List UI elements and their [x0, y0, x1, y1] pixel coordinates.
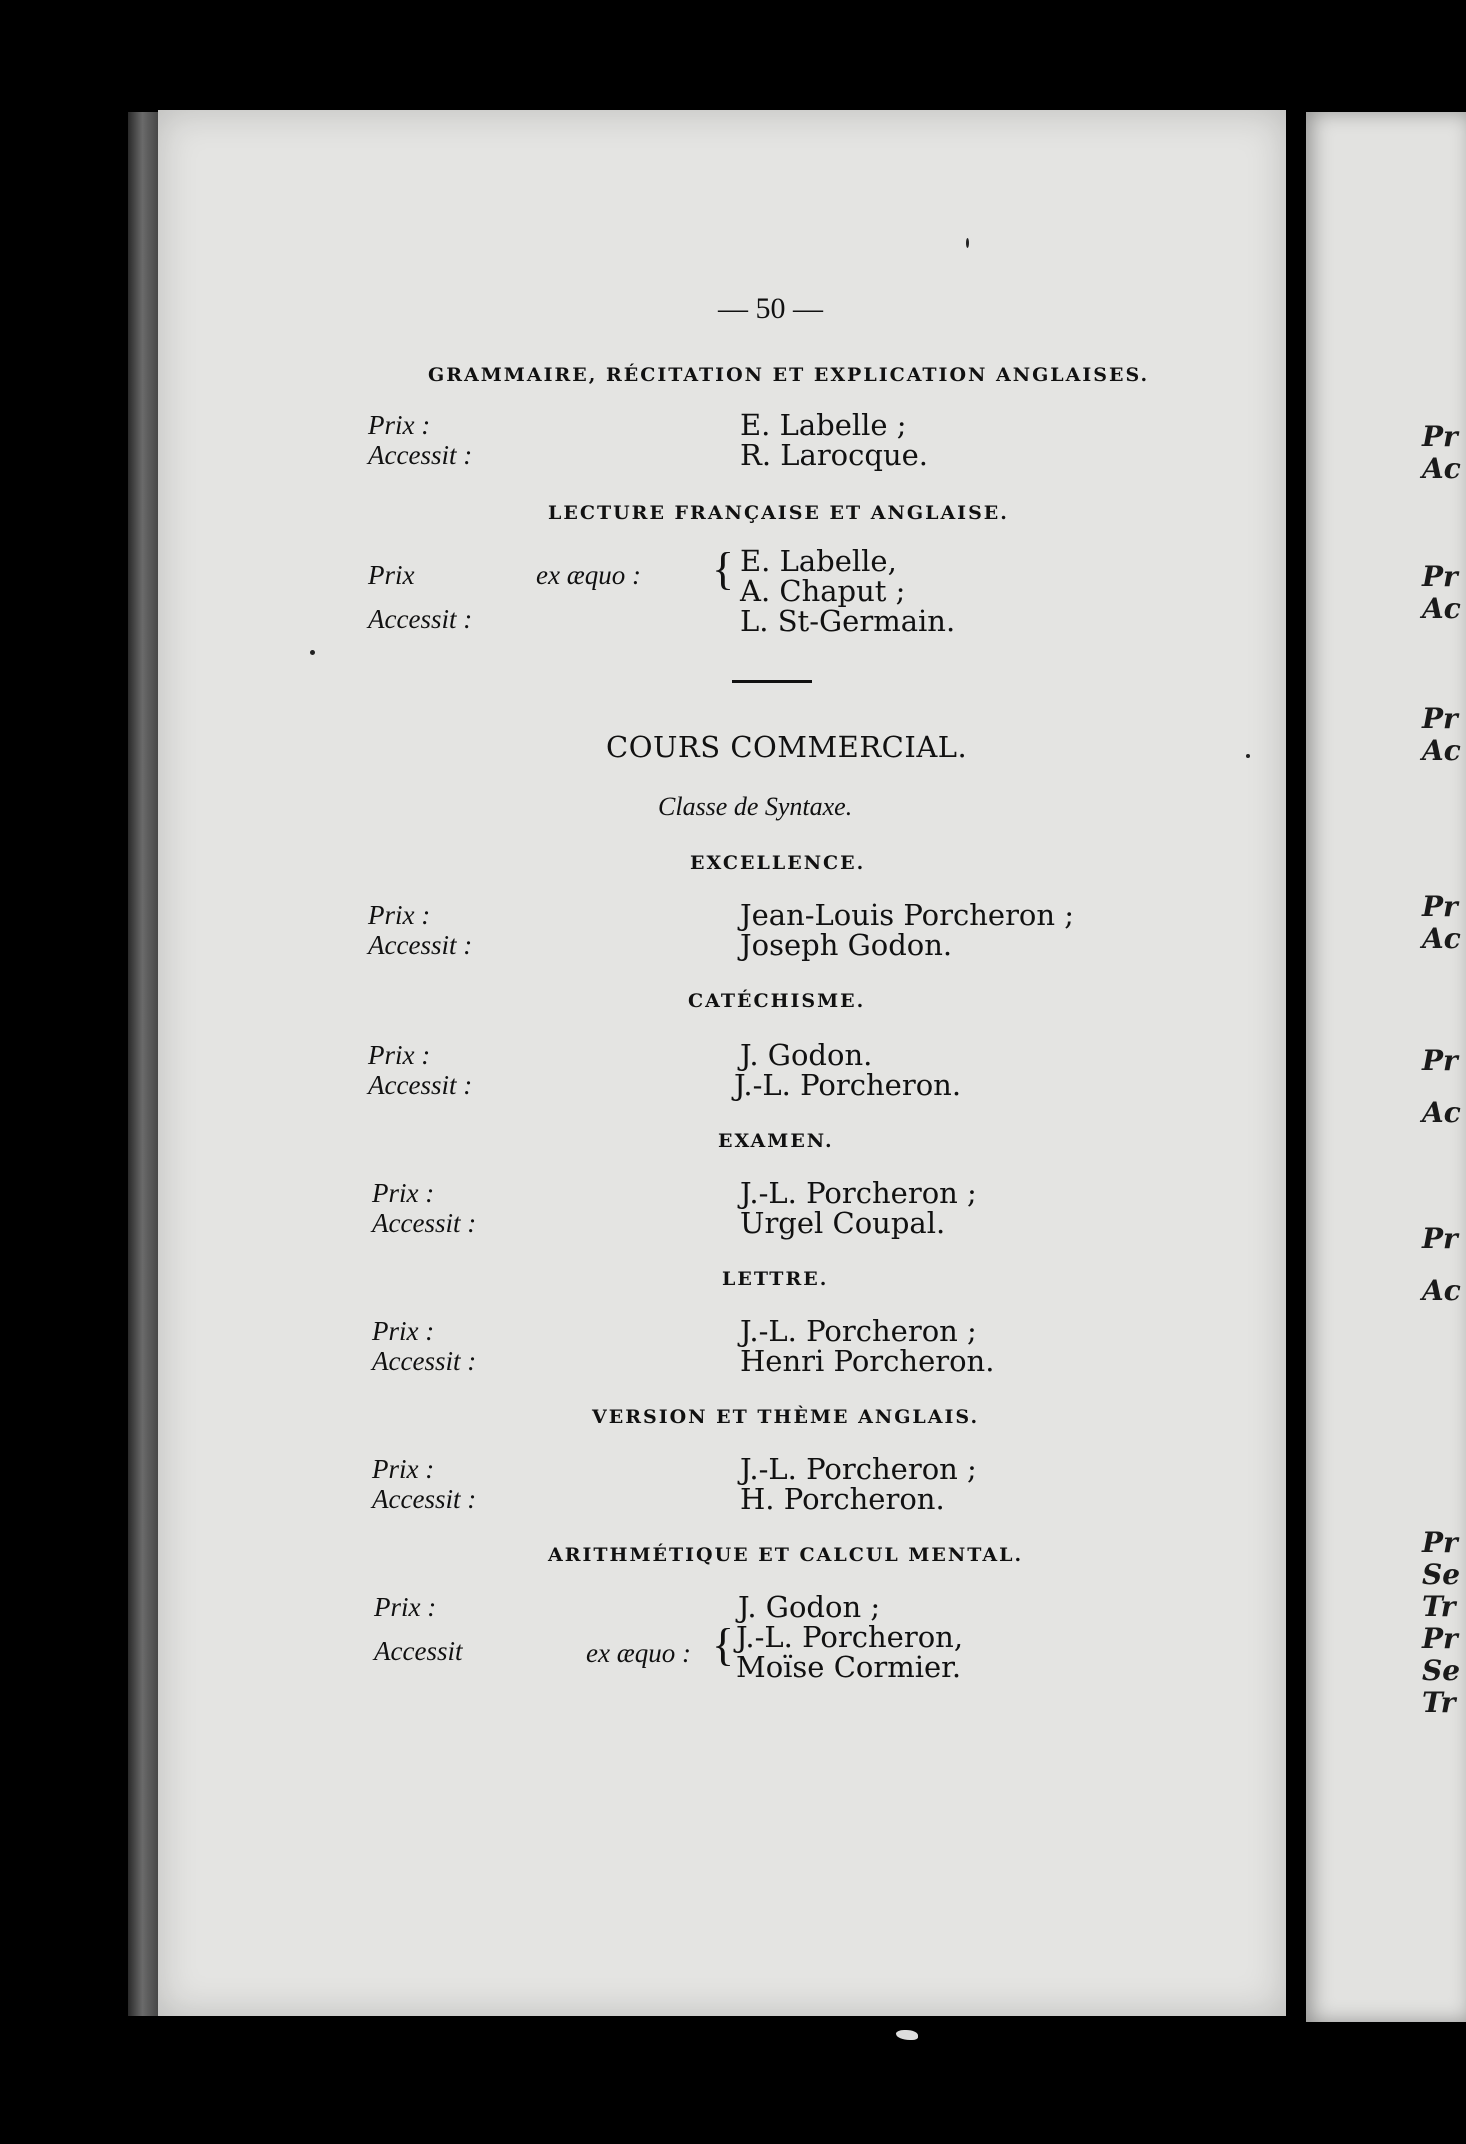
facing-page-fragment: Pr	[1422, 1526, 1458, 1559]
prix-name: J.-L. Porcheron ;	[740, 1314, 977, 1348]
facing-page-fragment: Tr	[1422, 1686, 1456, 1719]
ex-aequo-label: ex æquo :	[586, 1638, 691, 1668]
facing-page-fragment: Ac	[1422, 734, 1461, 767]
accessit-name: Urgel Coupal.	[740, 1206, 946, 1240]
section-heading-catechisme: CATÉCHISME.	[688, 990, 866, 1012]
facing-page-fragment: Se	[1422, 1558, 1461, 1591]
prix-name: Jean-Louis Porcheron ;	[740, 898, 1075, 932]
prix-name: A. Chaput ;	[740, 574, 906, 608]
scan-speck	[310, 650, 315, 655]
accessit-label: Accessit :	[372, 1208, 477, 1238]
prix-name: J. Godon ;	[738, 1590, 881, 1624]
section-heading-lettre: LETTRE.	[722, 1268, 829, 1290]
prix-name: J.-L. Porcheron ;	[740, 1176, 977, 1210]
facing-page-fragment: Pr	[1422, 1222, 1458, 1255]
accessit-name: J.-L. Porcheron,	[736, 1620, 964, 1654]
ex-aequo-label: ex æquo :	[536, 560, 641, 590]
section-heading-lecture: LECTURE FRANÇAISE ET ANGLAISE.	[548, 502, 1009, 524]
facing-page-fragment: Pr	[1422, 420, 1458, 453]
page-number: — 50 —	[718, 292, 823, 325]
classe-subtitle: Classe de Syntaxe.	[658, 792, 853, 821]
facing-page-fragment: Ac	[1422, 452, 1461, 485]
accessit-name: Joseph Godon.	[740, 928, 953, 962]
facing-page-fragment: Ac	[1422, 1274, 1461, 1307]
accessit-label: Accessit :	[368, 440, 473, 470]
prix-label: Prix :	[372, 1178, 435, 1208]
facing-page-fragment: Ac	[1422, 922, 1461, 955]
facing-page-fragment: Pr	[1422, 890, 1458, 923]
document-page	[158, 110, 1286, 2016]
section-heading-grammaire: GRAMMAIRE, RÉCITATION ET EXPLICATION ANGLAISES.	[428, 364, 1150, 386]
facing-page	[1306, 112, 1466, 2022]
facing-page-fragment: Pr	[1422, 702, 1458, 735]
accessit-label: Accessit :	[368, 930, 473, 960]
scan-speck	[1246, 754, 1250, 758]
section-heading-arithmetique: ARITHMÉTIQUE ET CALCUL MENTAL.	[548, 1544, 1024, 1566]
prix-label: Prix :	[368, 1040, 431, 1070]
accessit-label: Accessit :	[368, 604, 473, 634]
section-heading-excellence: EXCELLENCE.	[690, 852, 866, 874]
prix-label: Prix :	[368, 410, 431, 440]
prix-label: Prix :	[374, 1592, 437, 1622]
prix-name: J. Godon.	[740, 1038, 873, 1072]
accessit-name: Moïse Cormier.	[736, 1650, 962, 1684]
scan-speck	[896, 2030, 918, 2040]
section-heading-examen: EXAMEN.	[718, 1130, 834, 1152]
prix-label: Prix	[368, 560, 415, 590]
facing-page-fragment: Ac	[1422, 1096, 1461, 1129]
accessit-name: R. Larocque.	[740, 438, 929, 472]
brace-icon: {	[712, 543, 735, 594]
cours-title: COURS COMMERCIAL.	[606, 730, 968, 764]
section-heading-version: VERSION ET THÈME ANGLAIS.	[592, 1406, 980, 1428]
prix-label: Prix :	[372, 1316, 435, 1346]
prix-name: E. Labelle ;	[740, 408, 907, 442]
accessit-label: Accessit	[374, 1636, 463, 1666]
accessit-label: Accessit :	[368, 1070, 473, 1100]
facing-page-fragment: Tr	[1422, 1590, 1456, 1623]
section-divider	[732, 680, 812, 683]
prix-name: E. Labelle,	[740, 544, 897, 578]
scan-speck	[966, 238, 969, 248]
facing-page-fragment: Pr	[1422, 1044, 1458, 1077]
facing-page-fragment: Ac	[1422, 592, 1461, 625]
accessit-name: Henri Porcheron.	[740, 1344, 995, 1378]
accessit-name: J.-L. Porcheron.	[734, 1068, 962, 1102]
prix-label: Prix :	[368, 900, 431, 930]
accessit-name: L. St-Germain.	[740, 604, 956, 638]
accessit-label: Accessit :	[372, 1346, 477, 1376]
brace-icon: {	[712, 1619, 735, 1670]
prix-name: J.-L. Porcheron ;	[740, 1452, 977, 1486]
facing-page-fragment: Pr	[1422, 560, 1458, 593]
accessit-name: H. Porcheron.	[740, 1482, 945, 1516]
prix-label: Prix :	[372, 1454, 435, 1484]
facing-page-fragment: Se	[1422, 1654, 1461, 1687]
facing-page-fragment: Pr	[1422, 1622, 1458, 1655]
accessit-label: Accessit :	[372, 1484, 477, 1514]
